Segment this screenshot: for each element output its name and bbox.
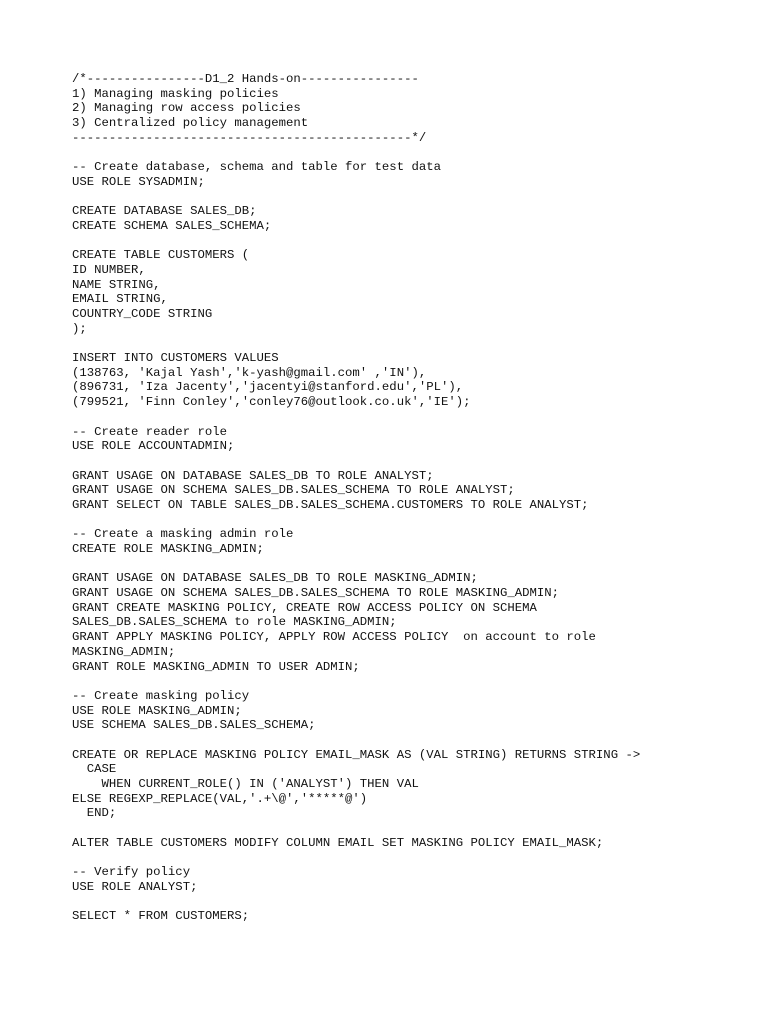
- code-line: [72, 190, 752, 205]
- code-line: [72, 454, 752, 469]
- code-line: SALES_DB.SALES_SCHEMA to role MASKING_ADMIN;: [72, 615, 397, 630]
- code-line: GRANT ROLE MASKING_ADMIN TO USER ADMIN;: [72, 659, 360, 674]
- code-line: USE ROLE SYSADMIN;: [72, 174, 205, 189]
- code-line: ALTER TABLE CUSTOMERS MODIFY COLUMN EMAIL SET MASKING POLICY EMAIL_MASK;: [72, 835, 604, 850]
- code-line: /*----------------D1_2 Hands-on----------------: [72, 72, 419, 86]
- code-line: CREATE TABLE CUSTOMERS (: [72, 248, 250, 263]
- code-line: -- Create database, schema and table for test data: [72, 160, 441, 175]
- code-line: USE ROLE ACCOUNTADMIN;: [72, 439, 235, 454]
- code-line: USE ROLE MASKING_ADMIN;: [72, 703, 242, 718]
- code-line: -- Verify policy: [72, 865, 191, 880]
- code-line: );: [72, 321, 87, 336]
- code-line: GRANT USAGE ON DATABASE SALES_DB TO ROLE ANALYST;: [72, 468, 434, 483]
- code-line: (896731, 'Iza Jacenty','jacentyi@stanford.edu','PL'),: [72, 380, 464, 395]
- code-line: ID NUMBER,: [72, 262, 146, 277]
- code-line: GRANT USAGE ON DATABASE SALES_DB TO ROLE MASKING_ADMIN;: [72, 571, 478, 586]
- code-line: [72, 410, 752, 425]
- code-line: USE ROLE ANALYST;: [72, 879, 198, 894]
- code-line: INSERT INTO CUSTOMERS VALUES: [72, 351, 279, 366]
- code-line: -- Create a masking admin role: [72, 527, 294, 542]
- code-line: GRANT SELECT ON TABLE SALES_DB.SALES_SCHEMA.CUSTOMERS TO ROLE ANALYST;: [72, 497, 589, 512]
- code-line: ELSE REGEXP_REPLACE(VAL,'.+\@','*****@'): [72, 791, 368, 806]
- code-line: [72, 850, 752, 865]
- code-line: [72, 513, 752, 528]
- code-line: [72, 336, 752, 351]
- code-line: GRANT USAGE ON SCHEMA SALES_DB.SALES_SCHEMA TO ROLE ANALYST;: [72, 483, 515, 498]
- code-line: [72, 234, 752, 249]
- code-line: [72, 145, 752, 160]
- code-line: -- Create masking policy: [72, 688, 250, 703]
- code-line: END;: [72, 806, 117, 821]
- code-line: [72, 674, 752, 689]
- code-line: CREATE ROLE MASKING_ADMIN;: [72, 542, 264, 556]
- code-line: CREATE SCHEMA SALES_SCHEMA;: [72, 218, 272, 233]
- code-line: WHEN CURRENT_ROLE() IN ('ANALYST') THEN VAL: [72, 777, 419, 791]
- code-line: 3) Centralized policy management: [72, 116, 309, 131]
- code-line: [72, 733, 752, 748]
- code-line: 1) Managing masking policies: [72, 86, 279, 101]
- code-line: CASE: [72, 762, 117, 777]
- code-line: COUNTRY_CODE STRING: [72, 307, 213, 321]
- code-line: [72, 557, 752, 572]
- code-line: -- Create reader role: [72, 424, 227, 439]
- code-line: 2) Managing row access policies: [72, 101, 301, 116]
- code-line: EMAIL STRING,: [72, 292, 168, 307]
- code-line: [72, 821, 752, 836]
- code-line: GRANT APPLY MASKING POLICY, APPLY ROW ACCESS POLICY on account to role: [72, 630, 596, 645]
- code-line: ----------------------------------------------*/: [72, 130, 427, 145]
- code-line: CREATE DATABASE SALES_DB;: [72, 204, 257, 219]
- code-line: (799521, 'Finn Conley','conley76@outlook.co.uk','IE');: [72, 395, 471, 410]
- code-line: MASKING_ADMIN;: [72, 644, 176, 659]
- document-page: [72, 72, 752, 924]
- code-line: (138763, 'Kajal Yash','k-yash@gmail.com' ,'IN'),: [72, 365, 427, 380]
- code-line: GRANT USAGE ON SCHEMA SALES_DB.SALES_SCHEMA TO ROLE MASKING_ADMIN;: [72, 586, 560, 601]
- code-line: SELECT * FROM CUSTOMERS;: [72, 909, 250, 924]
- code-line: USE SCHEMA SALES_DB.SALES_SCHEMA;: [72, 718, 316, 733]
- code-line: NAME STRING,: [72, 277, 161, 292]
- code-line: [72, 895, 752, 910]
- code-line: CREATE OR REPLACE MASKING POLICY EMAIL_MASK AS (VAL STRING) RETURNS STRING ->: [72, 747, 641, 762]
- code-line: GRANT CREATE MASKING POLICY, CREATE ROW ACCESS POLICY ON SCHEMA: [72, 600, 537, 615]
